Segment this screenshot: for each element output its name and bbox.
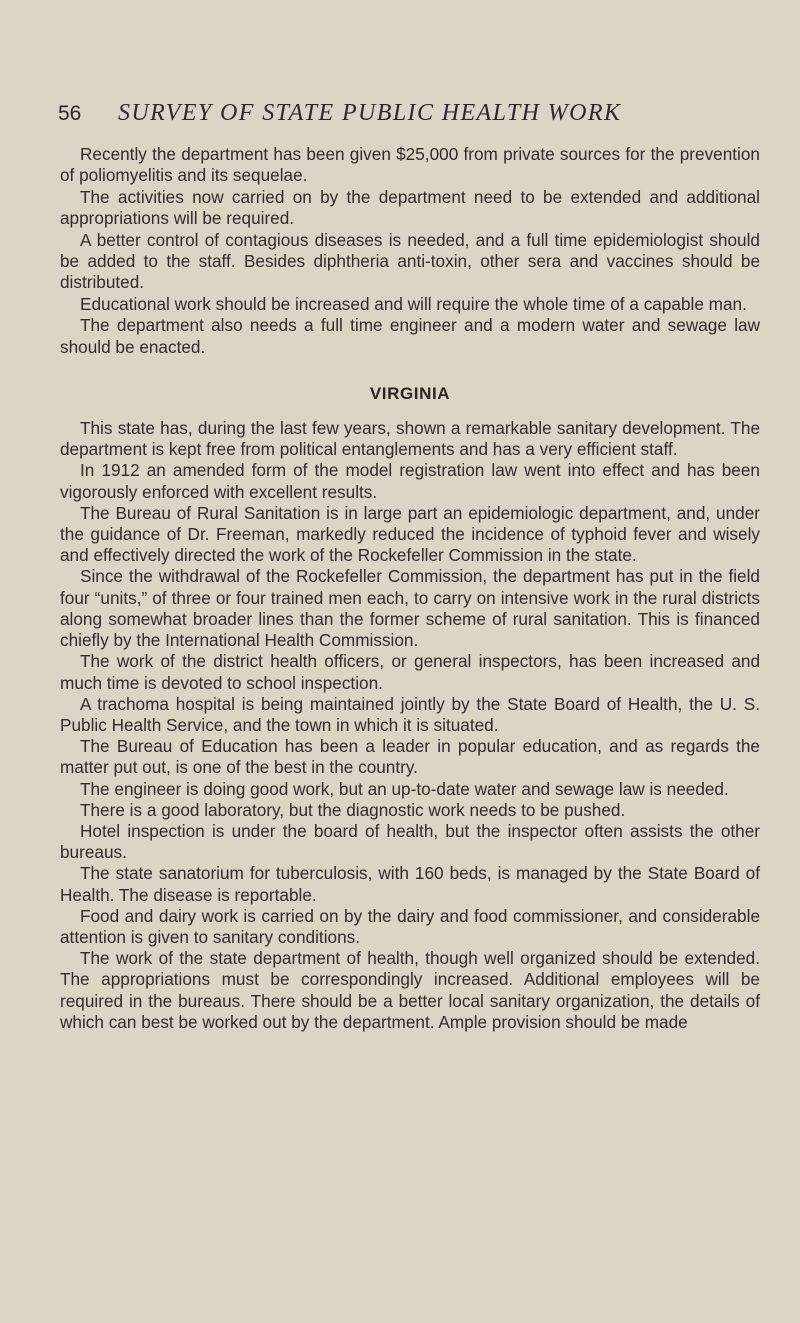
paragraph: There is a good laboratory, but the diagnostic work needs to be pushed. <box>80 799 626 820</box>
paragraph: The Bureau of Rural Sanitation is in large part an epidemiologic department, and, under the guidance of Dr. Freeman, markedly reduced the incidence of typhoid fever and wisely and effectively directed the work of the Rockefeller Commission in the state. <box>60 502 760 566</box>
paragraph: The state sanatorium for tuberculosis, with 160 beds, is managed by the State Board of Health. The disease is reportable. <box>60 863 760 905</box>
page-number: 56 <box>58 102 82 125</box>
paragraph: Food and dairy work is carried on by the dairy and food commissioner, and considerable attention is given to sanitary conditions. <box>60 905 760 947</box>
paragraph: In 1912 an amended form of the model registration law went into effect and has been vigorously enforced with excellent results. <box>60 460 760 502</box>
page-header <box>58 100 740 134</box>
paragraph: Educational work should be increased and will require the whole time of a capable man. <box>80 293 747 314</box>
paragraph: Hotel inspection is under the board of health, but the inspector often assists the other bureaus. <box>60 820 760 863</box>
paragraph: This state has, during the last few years, shown a remarkable sanitary development. The department is kept free from political entanglements and has a very efficient staff. <box>60 418 760 460</box>
paragraph: A trachoma hospital is being maintained jointly by the State Board of Health, the U. S. Public Health Service, and the town in which it is situated. <box>60 693 760 735</box>
paragraph: The Bureau of Education has been a leader in popular education, and as regards the matter put out, is one of the best in the country. <box>60 736 760 778</box>
running-head: SURVEY OF STATE PUBLIC HEALTH WORK <box>118 100 622 126</box>
paragraph: A better control of contagious diseases is needed, and a full time epidemiologist should be added to the staff. Besides diphtheria anti-toxin, other sera and vaccines should be distributed. <box>60 229 760 293</box>
paragraph: The activities now carried on by the department need to be extended and additional appropriations will be required. <box>60 186 760 229</box>
paragraph: The department also needs a full time engineer and a modern water and sewage law should be enacted. <box>60 315 760 357</box>
section-body <box>60 418 760 1033</box>
paragraph: Recently the department has been given $25,000 from private sources for the prevention of poliomyelitis and its sequelae. <box>60 144 760 186</box>
paragraph: The work of the district health officers, or general inspectors, has been increased and much time is devoted to school inspection. <box>60 651 760 693</box>
paragraph: The engineer is doing good work, but an up-to-date water and sewage law is needed. <box>80 778 729 799</box>
page-body <box>60 144 760 1033</box>
paragraph: The work of the state department of health, though well organized should be extended. The appropriations must be correspondingly increased. Additional employees will be required in the bureaus. There should be a better local sanitary organization, the details of which can best be worked out by the department. Ample provision should be made <box>60 948 760 1032</box>
section-heading: VIRGINIA <box>369 384 451 404</box>
paragraph: Since the withdrawal of the Rockefeller Commission, the department has put in the field four “units,” of three or four trained men each, to carry on intensive work in the rural districts along somewhat broader lines than the former scheme of rural sanitation. This is financed chiefly by the International Health Commission. <box>60 566 760 651</box>
